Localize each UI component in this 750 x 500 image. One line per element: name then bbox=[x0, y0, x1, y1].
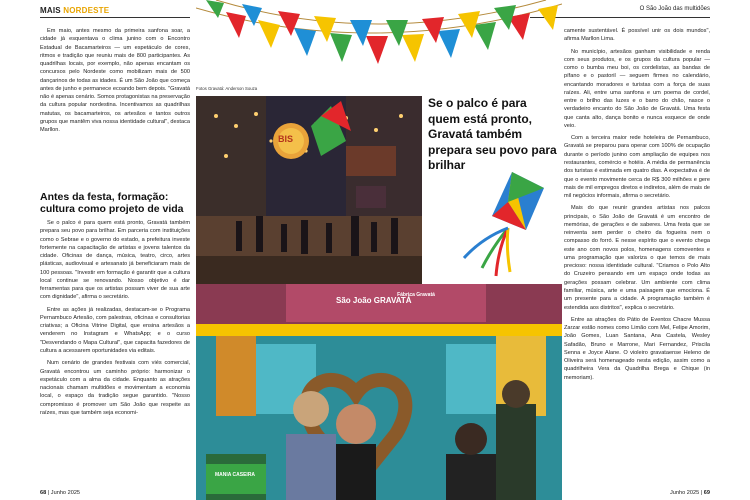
paragraph: No município, artesãos ganham visibilidade e renda com seus produtos, e os grupos da cultura popular — como o bumba meu boi, os cordelistas, as bandas de pífano e o pastoril — seguem firmes no calendário, encantando moradores e turistas com a força de suas raízes. Ali, entre uma sanfona e um poema de cordel, entre o brilho das luzes e o barro do chão, nasce o verdadeiro encanto do São João de Gravatá. Uma festa que canta alto, dança bonito e nunca esquece de onde veio. bbox=[564, 48, 710, 129]
photo-festival-street-night bbox=[196, 96, 422, 284]
right-column bbox=[564, 27, 710, 386]
kite-icon bbox=[452, 168, 548, 288]
photo-sign-mania-caseira: MANIA CASEIRA bbox=[214, 472, 256, 478]
photo-sign-fabrica: Fábrica Gravatá bbox=[397, 292, 435, 298]
section-title: O São João das multidões bbox=[639, 6, 710, 12]
paragraph: Se o palco é para quem está pronto, Gravatá também prepara seu povo para brilhar. Em parceria com instituições como o Sebrae e o governo do estado, a prefeitura investe fortemente na capacitação de artistas e jovens talentos da cidade. Oficinas de dança, música, teatro, circo, artes plásticas, audiovisual e artesanato já beneficiaram mais de 100 pessoas. "Investir em formação é garantir que a cultura local continue se renovando. Nosso objetivo é dar ferramentas para que os artistas possam viver de sua arte com dignidade", afirma o secretário. bbox=[40, 220, 190, 301]
brand-name: NORDESTE bbox=[63, 6, 110, 15]
brand-prefix: MAIS bbox=[40, 6, 61, 15]
section-subhead: Antes da festa, formação: cultura como projeto de vida bbox=[40, 191, 184, 216]
header-rule-left bbox=[40, 17, 190, 18]
paragraph: Com a terceira maior rede hoteleira de Pernambuco, Gravatá se preparou para operar com 100% de ocupação durante o período junino com ampliação de equipes nos restaurantes, comércio e hotéis. A média de permanência dos turistas é estimada em quatro dias. A expectativa é de que o evento movimente cerca de R$ 300 milhões e gere mais de mil empregos diretos e indiretos, além de mais de mil negócios informais, afirma o secretário. bbox=[564, 135, 710, 200]
footer-right: Junho 2025 | 69 bbox=[669, 490, 710, 496]
paragraph: Num cenário de grandes festivais com viés comercial, Gravatá encontrou um caminho próprio: harmonizar o espetáculo com a alma da cidade. Enquanto as atrações nacionais chamam multidões e movimentam a economia local, o espaço da tradição segue garantido. "Nosso compromisso é promover um São João que respeite as raízes, mas que também seja economi- bbox=[40, 360, 190, 416]
footer-date-left: Junho 2025 bbox=[50, 490, 81, 496]
paragraph: Entre as ações já realizadas, destacam-se o Programa Pernambuco Artesão, com palestras, oficinas e consultorias criativas; a Oficina Vitrine Digital, que ensina artesãos a venderem no Instagram e WhatsApp; e o curso "Desvendando o Mapa Cultural", que capacita fazedores de cultura a acessarem oportunidades via editais. bbox=[40, 306, 190, 354]
paragraph: Mais do que reunir grandes artistas nos palcos principais, o São João de Gravatá é um encontro de memórias, de gerações e de saberes. Uma festa que se reinventa sem perder o cheiro da fogueira nem o compasso do forró. E nesse espírito que o evento chega este ano com novos polos, homenagens comoventes e uma programação que valoriza o que temos de mais precioso: nossa identidade cultural. "Criamos o Polo Alto do Cruzeiro pensando em um espaço onde todas as gerações possam celebrar. Um ambiente com clima familiar, música, arte e uma paisagem que emociona. É um presente para a cidade. A programação também é estendida aos distritos", explica o secretário. bbox=[564, 205, 710, 311]
left-column-top bbox=[40, 27, 190, 138]
magazine-brand bbox=[40, 6, 109, 15]
paragraph: Em maio, antes mesmo da primeira sanfona soar, a cidade já esquentava o clima junino com o Encontro Estadual de Bacamarteiros — um espetáculo de cores, ritmos e tradição que reuniu mais de 800 participantes. As quadrilhas locais, por exemplo, não apenas encantam os concursos pelo Nordeste como mobilizam mais de 500 dançarinos de todas as idades. É um São João que começa antes de junho e permanece ecoando bem depois. "Gravatá não é apenas cenário. Somos protagonistas na preservação da cultura popular nordestina. Incentivamos as quadrilhas matutas, os bacamarteiros, os artesãos e tantos outros grupos que mantêm viva nossa identidade cultural", destaca Marllon. bbox=[40, 28, 190, 134]
paragraph: camente sustentável. É possível unir os dois mundos", afirma Marllon Lima. bbox=[564, 28, 710, 43]
photo-sign-sao-joao: São João GRAVATÁ bbox=[336, 296, 412, 305]
left-column-bottom bbox=[40, 219, 190, 421]
festa-bunting-flags bbox=[196, 0, 562, 96]
page-number-right: 69 bbox=[703, 490, 710, 496]
footer-left: 68 | Junho 2025 bbox=[40, 490, 81, 496]
photo-credit: Fotos Gravatá: Anderson Souza bbox=[196, 86, 258, 91]
photo-sign-bis: BIS bbox=[278, 134, 294, 144]
photo-festival-stand bbox=[196, 284, 562, 500]
pull-quote-headline: Se o palco é para quem está pronto, Gravatá também prepara seu povo para brilhar bbox=[428, 96, 557, 173]
paragraph: Entre as atrações do Pátio de Eventos Chacre Mussa Zarzar estão nomes como Limão com Mel, Felipe Amorim, João Gomes, Luan Santana, Ana Castela, Wesley Safadão, Bruno e Marrone, Mari Fernandez, Priscila Senna e Joyce Alane. O violeiro gravataense Heleno de Oliveira será homenageado nesta edição, assim como a quadrilheira Vera da Quadrilha Brega e Chique (in memoriam). bbox=[564, 316, 710, 381]
footer-date-right: Junho 2025 bbox=[669, 490, 700, 496]
page-number-left: 68 bbox=[40, 490, 47, 496]
